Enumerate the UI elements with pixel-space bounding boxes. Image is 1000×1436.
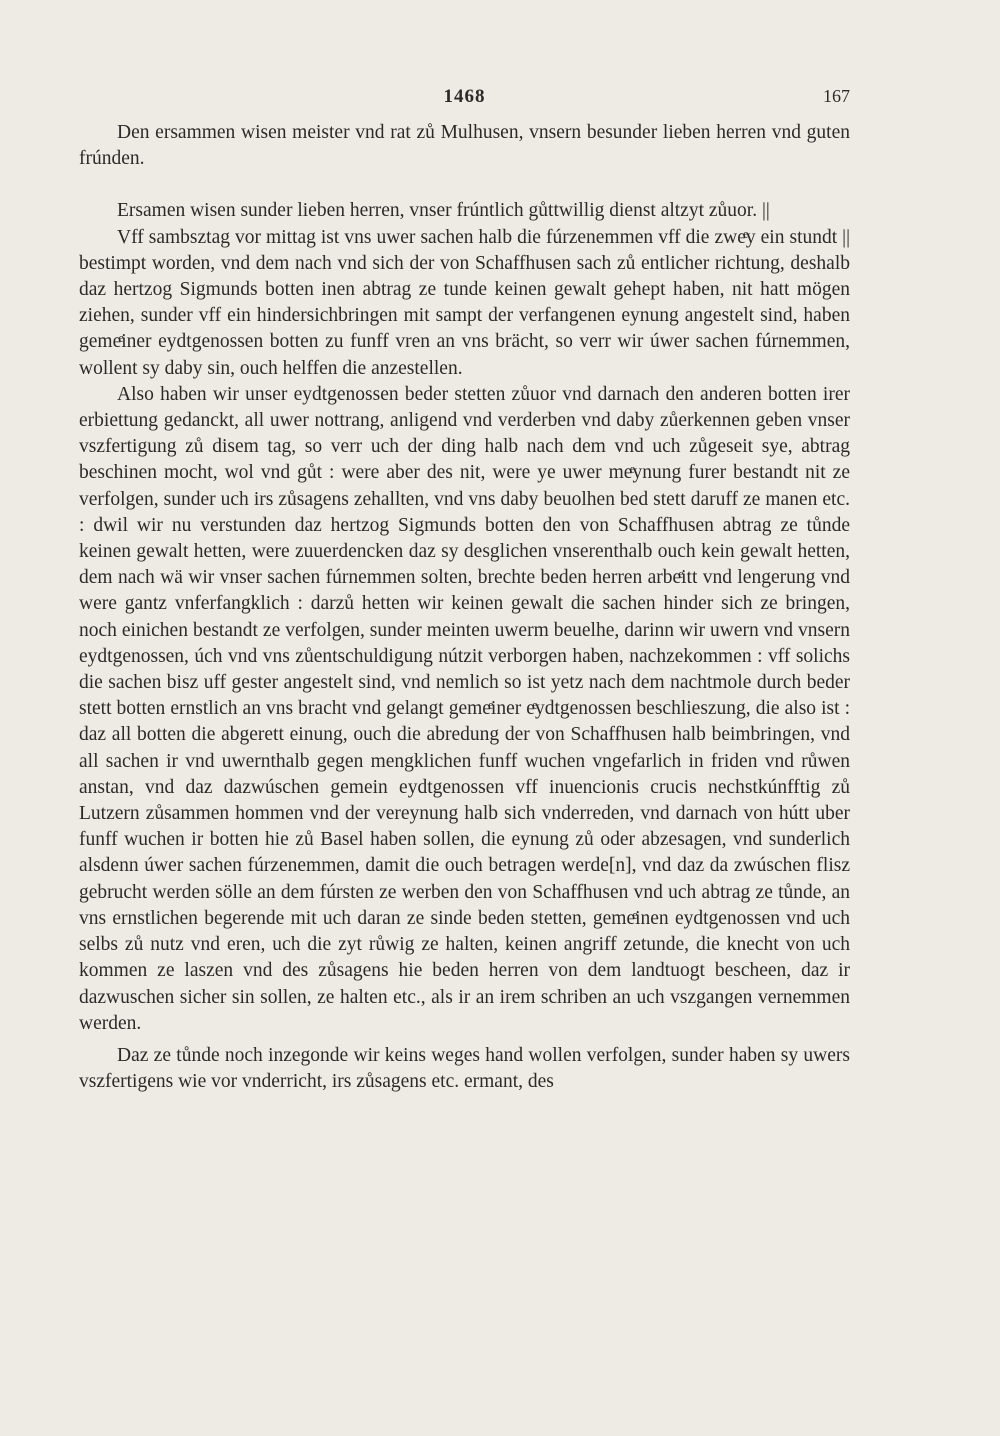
body-paragraph: Vff sambsztag vor mittag ist vns uwer sachen halb die fúrzenemmen vff die zweͤy ein stundt || bestimpt worden, vnd dem nach vnd sich der von Schaffhusen sach zů entlicher richtung, deshalb daz hertzog Sigmunds botten inen abtrag ze tunde keinen gewalt gehept haben, nit hatt mögen ziehen, sunder vff ein hindersichbringen mit sampt der verfangenen eynung angestelt sind, haben gemeͤiner eydtgenossen botten zu funff vren an vns brächt, so verr wir úwer sachen fúrnemmen, wollent sy daby sin, ouch helffen die anzestellen. (79, 226, 850, 379)
running-head (79, 86, 850, 112)
page-year: 1468 (443, 86, 486, 107)
address-paragraph: Den ersammen wisen meister vnd rat zů Mulhusen, vnsern besunder lieben herren vnd guten frúnden. (79, 122, 850, 170)
body-paragraph: Daz ze tůnde noch inzegonde wir keins weges hand wollen verfolgen, sunder haben sy uwers vszfertigens wie vor vnderricht, irs zůsagens etc. ermant, des (79, 1044, 850, 1093)
salutation-paragraph: Ersamen wisen sunder lieben herren, vnser frúntlich gůttwillig dienst altzyt zůuor. || (117, 200, 770, 222)
letter-body (79, 120, 850, 1095)
body-paragraph: Also haben wir unser eydtgenossen beder stetten zůuor vnd darnach den anderen botten irer erbiettung gedanckt, all uwer nottrang, anligend vnd verderben vnd daby zůerkennen geben vnser vszfertigung zů disem tag, so verr uch der ding halb nach dem vnd uch zůgeseit sye, abtrag beschinen mocht, wol vnd gůt : were aber des nit, were ye uwer meͤynung furer bestandt nit ze verfolgen, sunder uch irs zůsagens zehallten, vnd vns daby beuolhen bed stett daruff ze manen etc. : dwil wir nu verstunden daz hertzog Sigmunds botten den von Schaffhusen abtrag ze tůnde keinen gewalt hetten, were zuuerdencken daz sy desglichen vnserenthalb ouch kein gewalt hetten, dem nach wä wir vnser sachen fúrnemmen solten, brechte beden herren arbeͤitt vnd lengerung vnd were gantz vnferfangklich : darzů hetten wir keinen gewalt die sachen hinder sich ze bringen, noch einichen bestandt ze verfolgen, sunder meinten uwerm beuelhe, darinn wir uwern vnd vnsern eydtgenossen, úch vnd vns zůentschuldigung nútzit verborgen haben, nachzekommen : vff solichs die sachen bisz uff gester angestelt sind, vnd nemlich so ist yetz nach dem nachtmole durch beder stett botten ernstlich an vns bracht vnd gelangt gemeͤiner eͤydtgenossen beschlieszung, die also ist : daz all botten die abgerett einung, ouch die abredung der von Schaffhusen halb beimbringen, vnd all sachen ir vnd uwernthalb gegen mengklichen funff wuchen vngefarlich in friden vnd růwen anstan, vnd daz dazwúschen gemein eydtgenossen vff inuencionis crucis nechstkúnfftig zů Lutzern zůsammen hommen vnd der vereynung halb sich vnderreden, vnd darnach von hútt uber funff wuchen ir botten hie zů Basel haben sollen, die eynung zů oder abzesagen, vnd sunderlich alsdenn úwer sachen fúrzenemmen, damit die ouch betragen werde[n], vnd daz da zwúschen flisz gebrucht werden sölle an dem fúrsten ze werben den von Schaffhusen vnd uch abtrag ze tůnde, an vns ernstlichen begerende mit uch daran ze sinde beden stetten, gemeͤinen eydtgenossen vnd uch selbs zů nutz vnd eren, uch die zyt růwig ze halten, keinen angriff zetunde, die knecht von uch kommen ze laszen vnd des zůsagens hie beden herren von dem landtuogt bescheen, daz ir dazwuschen sicher sin sollen, ze halten etc., als ir an irem schriben an uch vszgangen vernemmen werden. (79, 383, 850, 1034)
page-number: 167 (823, 86, 850, 106)
